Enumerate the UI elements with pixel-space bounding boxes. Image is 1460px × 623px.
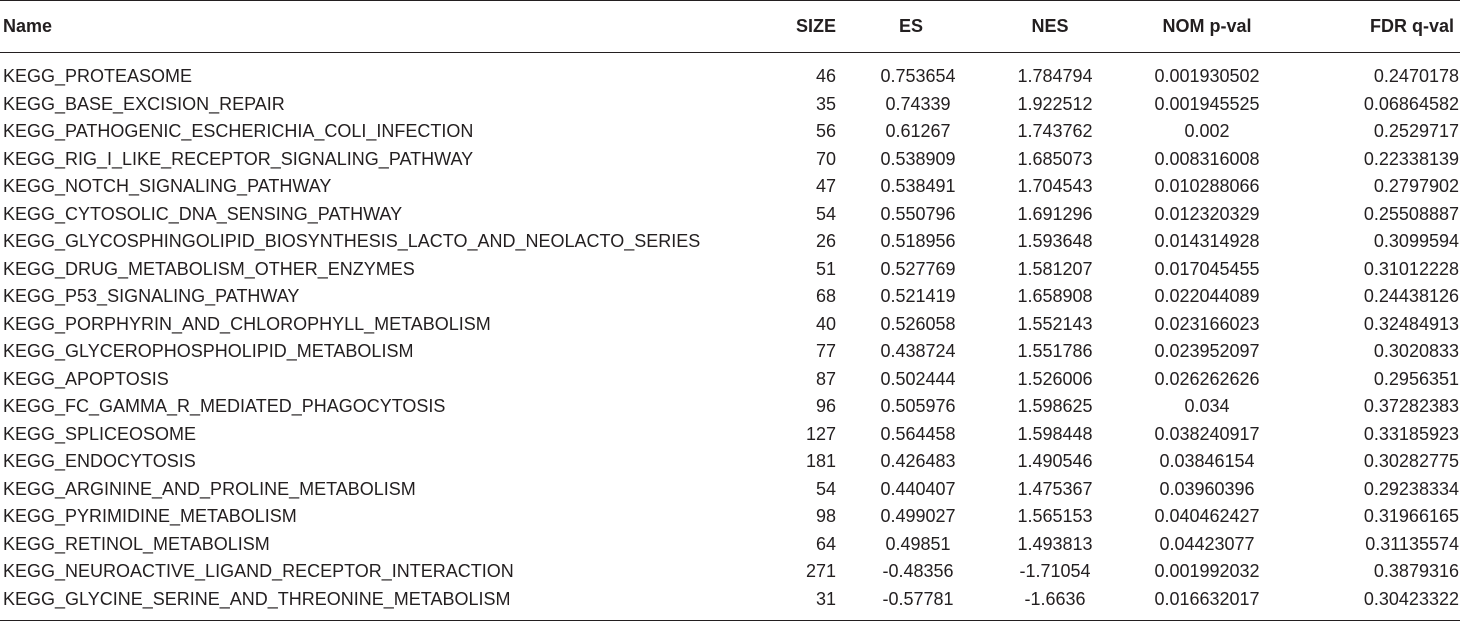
cell-name: KEGG_RETINOL_METABOLISM	[3, 533, 270, 554]
table-row	[0, 91, 1460, 119]
cell-es: 0.753654	[880, 66, 956, 87]
cell-nom-pval: 0.001945525	[1154, 93, 1260, 114]
cell-es: 0.502444	[880, 368, 956, 389]
cell-nes: 1.490546	[1017, 451, 1093, 472]
cell-nom-pval: 0.012320329	[1154, 203, 1260, 224]
cell-name: KEGG_GLYCOSPHINGOLIPID_BIOSYNTHESIS_LACTO_AND_NEOLACTO_SERIES	[3, 231, 701, 252]
cell-fdr-qval: 0.3020833	[1373, 341, 1459, 362]
cell-nom-pval: 0.023952097	[1154, 341, 1260, 362]
cell-name: KEGG_P53_SIGNALING_PATHWAY	[3, 286, 300, 307]
cell-nes: 1.784794	[1017, 66, 1093, 87]
cell-nes: 1.551786	[1017, 341, 1093, 362]
cell-size: 47	[815, 176, 836, 197]
table-row	[0, 503, 1460, 531]
cell-es: 0.526058	[880, 313, 956, 334]
table-row	[0, 173, 1460, 201]
cell-nes: 1.658908	[1017, 286, 1093, 307]
cell-fdr-qval: 0.29238334	[1363, 478, 1459, 499]
cell-size: 64	[815, 533, 836, 554]
cell-es: 0.438724	[880, 341, 956, 362]
cell-name: KEGG_BASE_EXCISION_REPAIR	[3, 93, 285, 114]
cell-size: 98	[815, 506, 836, 527]
cell-nes: 1.493813	[1017, 533, 1093, 554]
cell-name: KEGG_PROTEASOME	[3, 66, 193, 87]
table-row	[0, 63, 1460, 91]
table-row	[0, 338, 1460, 366]
cell-size: 87	[815, 368, 836, 389]
cell-nes: 1.685073	[1017, 148, 1093, 169]
cell-size: 181	[805, 451, 836, 472]
cell-nom-pval: 0.040462427	[1154, 506, 1260, 527]
cell-size: 40	[815, 313, 836, 334]
cell-nes: 1.704543	[1017, 176, 1093, 197]
table-body	[0, 53, 1460, 614]
cell-es: 0.74339	[885, 93, 951, 114]
cell-fdr-qval: 0.31012228	[1363, 258, 1459, 279]
cell-fdr-qval: 0.25508887	[1363, 203, 1459, 224]
table-bottom-rule	[0, 620, 1460, 621]
cell-nes: 1.565153	[1017, 506, 1093, 527]
cell-es: 0.521419	[880, 286, 956, 307]
cell-es: 0.505976	[880, 396, 956, 417]
cell-nom-pval: 0.04423077	[1159, 533, 1255, 554]
cell-name: KEGG_NOTCH_SIGNALING_PATHWAY	[3, 176, 332, 197]
table-row	[0, 146, 1460, 174]
cell-fdr-qval: 0.2529717	[1373, 121, 1459, 142]
cell-name: KEGG_ENDOCYTOSIS	[3, 451, 196, 472]
cell-fdr-qval: 0.3879316	[1373, 561, 1459, 582]
cell-size: 271	[805, 561, 836, 582]
spacer-cell	[0, 53, 1460, 64]
cell-nes: 1.691296	[1017, 203, 1093, 224]
table-row	[0, 311, 1460, 339]
cell-nes: 1.922512	[1017, 93, 1093, 114]
cell-es: -0.57781	[882, 588, 954, 609]
table-row	[0, 476, 1460, 504]
cell-nom-pval: 0.017045455	[1154, 258, 1260, 279]
cell-nom-pval: 0.038240917	[1154, 423, 1260, 444]
cell-nes: 1.598448	[1017, 423, 1093, 444]
cell-es: 0.61267	[885, 121, 951, 142]
cell-nes: -1.71054	[1019, 561, 1091, 582]
cell-fdr-qval: 0.37282383	[1363, 396, 1459, 417]
table-spacer	[0, 53, 1460, 64]
table-row	[0, 118, 1460, 146]
cell-size: 68	[815, 286, 836, 307]
cell-name: KEGG_NEUROACTIVE_LIGAND_RECEPTOR_INTERACTION	[3, 561, 514, 582]
cell-nom-pval: 0.03846154	[1159, 451, 1255, 472]
cell-name: KEGG_PATHOGENIC_ESCHERICHIA_COLI_INFECTION	[3, 121, 474, 142]
table-row	[0, 366, 1460, 394]
cell-fdr-qval: 0.2797902	[1373, 176, 1459, 197]
cell-es: 0.538491	[880, 176, 956, 197]
cell-fdr-qval: 0.30423322	[1363, 588, 1459, 609]
cell-es: 0.426483	[880, 451, 956, 472]
cell-name: KEGG_RIG_I_LIKE_RECEPTOR_SIGNALING_PATHWAY	[3, 148, 474, 169]
cell-nom-pval: 0.001930502	[1154, 66, 1260, 87]
cell-fdr-qval: 0.32484913	[1363, 313, 1459, 334]
header-es: ES	[844, 1, 978, 53]
cell-nom-pval: 0.014314928	[1154, 231, 1260, 252]
table-row	[0, 393, 1460, 421]
cell-name: KEGG_GLYCEROPHOSPHOLIPID_METABOLISM	[3, 341, 414, 362]
cell-nom-pval: 0.022044089	[1154, 286, 1260, 307]
cell-size: 96	[815, 396, 836, 417]
cell-name: KEGG_PYRIMIDINE_METABOLISM	[3, 506, 297, 527]
table-row	[0, 558, 1460, 586]
cell-es: 0.499027	[880, 506, 956, 527]
cell-size: 31	[815, 588, 836, 609]
cell-size: 70	[815, 148, 836, 169]
cell-nes: 1.598625	[1017, 396, 1093, 417]
header-nes: NES	[978, 1, 1122, 53]
cell-name: KEGG_PORPHYRIN_AND_CHLOROPHYLL_METABOLISM	[3, 313, 491, 334]
cell-nom-pval: 0.034	[1184, 396, 1230, 417]
cell-nom-pval: 0.008316008	[1154, 148, 1260, 169]
cell-fdr-qval: 0.30282775	[1363, 451, 1459, 472]
cell-nes: 1.581207	[1017, 258, 1093, 279]
cell-name: KEGG_APOPTOSIS	[3, 368, 169, 389]
header-nom-pval: NOM p-val	[1122, 1, 1292, 53]
table-row	[0, 283, 1460, 311]
cell-name: KEGG_FC_GAMMA_R_MEDIATED_PHAGOCYTOSIS	[3, 396, 446, 417]
table-header	[0, 1, 1460, 53]
header-name: Name	[0, 1, 740, 53]
cell-es: 0.440407	[880, 478, 956, 499]
header-row	[0, 1, 1460, 53]
cell-size: 46	[815, 66, 836, 87]
cell-size: 54	[815, 203, 836, 224]
cell-name: KEGG_CYTOSOLIC_DNA_SENSING_PATHWAY	[3, 203, 403, 224]
cell-size: 56	[815, 121, 836, 142]
header-size: SIZE	[740, 1, 844, 53]
cell-nes: 1.593648	[1017, 231, 1093, 252]
cell-nom-pval: 0.001992032	[1154, 561, 1260, 582]
cell-es: -0.48356	[882, 561, 954, 582]
cell-fdr-qval: 0.33185923	[1363, 423, 1459, 444]
cell-name: KEGG_ARGININE_AND_PROLINE_METABOLISM	[3, 478, 416, 499]
cell-es: 0.518956	[880, 231, 956, 252]
table-row	[0, 228, 1460, 256]
cell-es: 0.564458	[880, 423, 956, 444]
cell-nes: -1.6636	[1024, 588, 1086, 609]
cell-fdr-qval: 0.2956351	[1373, 368, 1459, 389]
cell-es: 0.550796	[880, 203, 956, 224]
cell-nom-pval: 0.03960396	[1159, 478, 1255, 499]
cell-nom-pval: 0.016632017	[1154, 588, 1260, 609]
cell-fdr-qval: 0.31135574	[1365, 533, 1459, 554]
cell-fdr-qval: 0.31966165	[1363, 506, 1459, 527]
cell-es: 0.538909	[880, 148, 956, 169]
cell-es: 0.527769	[880, 258, 956, 279]
cell-nom-pval: 0.023166023	[1154, 313, 1260, 334]
header-fdr-qval: FDR q-val	[1292, 1, 1460, 53]
cell-nom-pval: 0.026262626	[1154, 368, 1260, 389]
cell-nom-pval: 0.010288066	[1154, 176, 1260, 197]
table-row	[0, 586, 1460, 614]
cell-size: 51	[815, 258, 836, 279]
cell-nes: 1.475367	[1017, 478, 1093, 499]
cell-nom-pval: 0.002	[1184, 121, 1230, 142]
cell-name: KEGG_GLYCINE_SERINE_AND_THREONINE_METABOLISM	[3, 588, 511, 609]
cell-fdr-qval: 0.06864582	[1363, 93, 1459, 114]
table-row	[0, 421, 1460, 449]
table-row	[0, 531, 1460, 559]
cell-size: 77	[815, 341, 836, 362]
cell-fdr-qval: 0.3099594	[1373, 231, 1459, 252]
cell-nes: 1.743762	[1017, 121, 1093, 142]
table-row	[0, 448, 1460, 476]
cell-size: 26	[815, 231, 836, 252]
table-row	[0, 201, 1460, 229]
cell-name: KEGG_SPLICEOSOME	[3, 423, 197, 444]
cell-nes: 1.552143	[1017, 313, 1093, 334]
cell-size: 54	[815, 478, 836, 499]
cell-size: 127	[805, 423, 836, 444]
cell-size: 35	[815, 93, 836, 114]
cell-nes: 1.526006	[1017, 368, 1093, 389]
cell-es: 0.49851	[885, 533, 951, 554]
cell-fdr-qval: 0.24438126	[1363, 286, 1459, 307]
table-row	[0, 256, 1460, 284]
cell-fdr-qval: 0.2470178	[1373, 66, 1459, 87]
cell-name: KEGG_DRUG_METABOLISM_OTHER_ENZYMES	[3, 258, 415, 279]
cell-fdr-qval: 0.22338139	[1363, 148, 1459, 169]
